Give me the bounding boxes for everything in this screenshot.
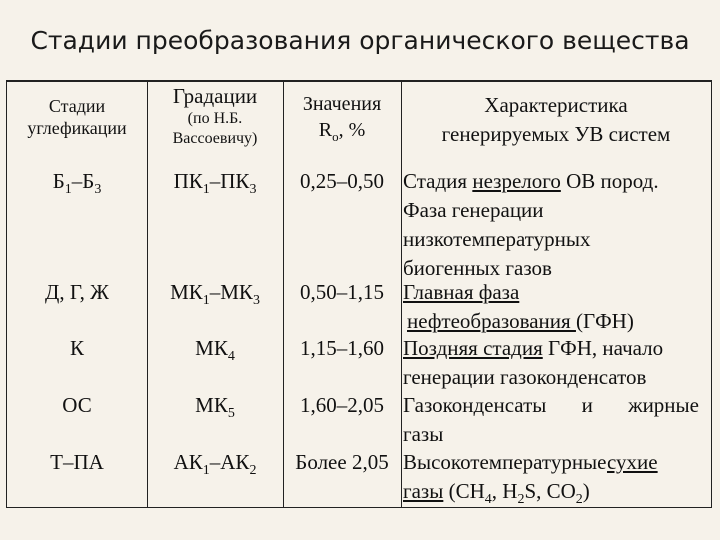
header-char-line1: Характеристика xyxy=(484,93,628,117)
header-stages-line2: углефикации xyxy=(27,118,127,138)
grad-sub: 1 xyxy=(202,463,210,479)
header-val-line2 xyxy=(283,117,401,150)
header-grad-line1: Градации xyxy=(172,84,258,108)
grad-part: МК xyxy=(220,280,253,304)
grad-sub: 1 xyxy=(202,293,210,309)
grad-part: ПК xyxy=(220,169,250,193)
grad-sub: 1 xyxy=(202,182,210,198)
char-text: ) xyxy=(582,479,590,503)
table-row-characteristic xyxy=(403,167,707,283)
table-row-value: 0,50–1,15 xyxy=(300,280,384,304)
char-underlined: газы xyxy=(403,479,444,503)
char-sub: 2 xyxy=(575,492,583,508)
grad-sub: 2 xyxy=(249,463,257,479)
stage-sub: 3 xyxy=(94,182,102,198)
char-sub: 2 xyxy=(517,492,525,508)
table-row-stage: Д, Г, Ж xyxy=(45,280,109,304)
table-row-value: 0,25–0,50 xyxy=(300,169,384,193)
grad-part: АК xyxy=(173,450,203,474)
grad-dash: – xyxy=(209,450,221,474)
char-line xyxy=(403,167,707,196)
char-text: ГФН, начало xyxy=(542,336,664,360)
char-line xyxy=(403,334,707,363)
grad-sub: 3 xyxy=(252,293,260,309)
char-underlined: Главная фаза xyxy=(403,280,520,304)
page-title: Стадии преобразования органического вещества xyxy=(30,26,690,55)
stage-dash: – xyxy=(71,169,83,193)
char-line xyxy=(403,477,707,514)
grad-part: МК xyxy=(195,393,228,417)
table-row-characteristic xyxy=(403,278,707,336)
header-stages-line1: Стадии xyxy=(48,96,106,116)
char-text: ОВ пород. xyxy=(560,169,659,193)
header-stages xyxy=(7,95,147,139)
char-line xyxy=(403,448,707,477)
stage-part: Б xyxy=(52,169,65,193)
grad-part: МК xyxy=(195,336,228,360)
table-row-characteristic xyxy=(403,334,707,392)
header-grad-line2: (по Н.Б. xyxy=(187,110,243,127)
table-row-characteristic xyxy=(403,391,707,449)
header-gradations xyxy=(147,83,283,149)
header-val-sub: о xyxy=(332,129,339,144)
char-sub: 4 xyxy=(484,492,492,508)
header-val-unit: , % xyxy=(338,119,366,141)
grad-sub: 5 xyxy=(227,406,235,422)
char-line: низкотемпературных xyxy=(403,227,591,251)
char-underlined: незрелого xyxy=(472,169,561,193)
grad-dash: – xyxy=(209,169,221,193)
char-underlined: Поздняя стадия xyxy=(403,336,543,360)
char-line xyxy=(403,391,699,420)
char-text: Газоконденсаты xyxy=(403,393,547,417)
row-divider xyxy=(7,81,711,82)
table-row-value: 1,60–2,05 xyxy=(300,393,384,417)
grad-part: АК xyxy=(220,450,250,474)
table-row-grad xyxy=(147,448,283,485)
grad-part: ПК xyxy=(173,169,203,193)
char-line: газы xyxy=(403,422,444,446)
stages-table xyxy=(6,80,712,508)
char-text: (СН xyxy=(443,479,485,503)
header-val-r: R xyxy=(318,119,333,141)
char-line: биогенных газов xyxy=(403,256,552,280)
header-char-line2: генерируемых УВ систем xyxy=(441,122,671,146)
stage-sub: 1 xyxy=(64,182,72,198)
header-grad-line3: Вассоевичу) xyxy=(172,130,258,147)
char-text: и xyxy=(581,393,593,417)
char-line: Фаза генерации xyxy=(403,198,544,222)
char-text: Стадия xyxy=(403,169,473,193)
char-text: жирные xyxy=(628,393,699,417)
table-row-grad xyxy=(147,278,283,315)
header-val-line1: Значения xyxy=(302,93,382,115)
table-row-grad xyxy=(147,391,283,428)
char-underlined: нефтеобразования xyxy=(407,309,576,333)
table-row-stage: К xyxy=(69,336,84,360)
char-line xyxy=(403,307,707,336)
header-characteristic xyxy=(401,91,711,149)
grad-part: МК xyxy=(170,280,203,304)
header-values xyxy=(283,91,401,150)
stage-part: Б xyxy=(82,169,95,193)
char-line: генерации газоконденсатов xyxy=(403,365,647,389)
char-underlined: сухие xyxy=(607,450,658,474)
char-line xyxy=(403,278,707,307)
grad-dash: – xyxy=(209,280,221,304)
table-row-value: Более 2,05 xyxy=(295,450,389,474)
char-text: S, СО xyxy=(524,479,576,503)
grad-sub: 3 xyxy=(249,182,257,198)
table-row-grad xyxy=(147,334,283,371)
grad-sub: 4 xyxy=(227,349,235,365)
char-text: (ГФН) xyxy=(575,309,634,333)
table-row-stage xyxy=(7,167,147,204)
table-row-grad xyxy=(147,167,283,204)
table-row-stage: ОС xyxy=(62,393,92,417)
table-row-characteristic xyxy=(403,448,707,514)
table-row-value: 1,15–1,60 xyxy=(300,336,384,360)
table-row-stage: Т–ПА xyxy=(50,450,104,474)
char-text: Высокотемпературные xyxy=(403,450,608,474)
char-text: , Н xyxy=(491,479,518,503)
